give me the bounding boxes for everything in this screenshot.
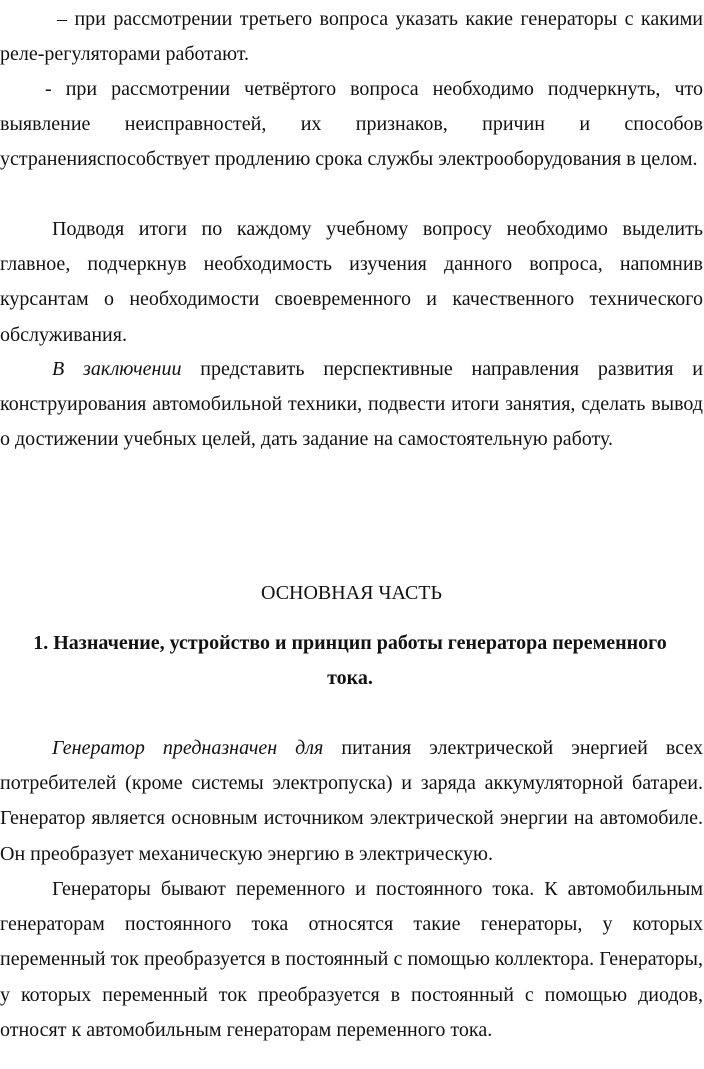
paragraph-text: питания электрической энергией всех потребителей (кроме системы электропуска) и заряда аккумуляторной батареи. Генератор является основным источником электрической энергии на автомобиле. Он преобразует механическую энергию в электрическую. (0, 737, 703, 865)
paragraph-fourth-question (0, 72, 703, 178)
paragraph-summary (0, 212, 703, 353)
section-title-text: ОСНОВНАЯ ЧАСТЬ (261, 582, 442, 604)
chapter-heading-text: 1. Назначение, устройство и принцип работы генератора переменного тока. (33, 632, 667, 690)
paragraph-text: Подводя итоги по каждому учебному вопросу необходимо выделить главное, подчеркнув необходимость изучения данного вопроса, напомнив курсантам о необходимости своевременного и качественного технического обслуживания. (0, 218, 703, 346)
paragraph-text: представить перспективные направления развития и конструирования автомобильной техники, подвести итоги занятия, сделать вывод о достижении учебных целей, дать задание на самостоятельную работу. (0, 358, 703, 451)
chapter-heading (20, 626, 680, 696)
paragraph-text: – при рассмотрении третьего вопроса указать какие генераторы с какими реле-регуляторами работают. (0, 8, 703, 66)
section-title (0, 576, 703, 611)
paragraph-generator-types (0, 872, 703, 1048)
paragraph-third-question (0, 2, 703, 72)
paragraph-text: Генераторы бывают переменного и постоянного тока. К автомобильным генераторам постоянного тока относятся такие генераторы, у которых переменный ток преобразуется в постоянный с помощью коллектора. Генераторы, у которых переменный ток преобразуется в постоянный с помощью диодов, относят к автомобильным генераторам переменного тока. (0, 878, 703, 1041)
paragraph-generator-purpose (0, 731, 703, 872)
paragraph-text: - при рассмотрении четвёртого вопроса необходимо подчеркнуть, что выявление неисправностей, их признаков, причин и способов устраненияспособствует продлению срока службы электрооборудования в целом. (0, 78, 703, 171)
italic-term: В заключении (52, 358, 182, 380)
paragraph-conclusion (0, 352, 703, 458)
italic-term: Генератор предназначен для (52, 737, 324, 759)
